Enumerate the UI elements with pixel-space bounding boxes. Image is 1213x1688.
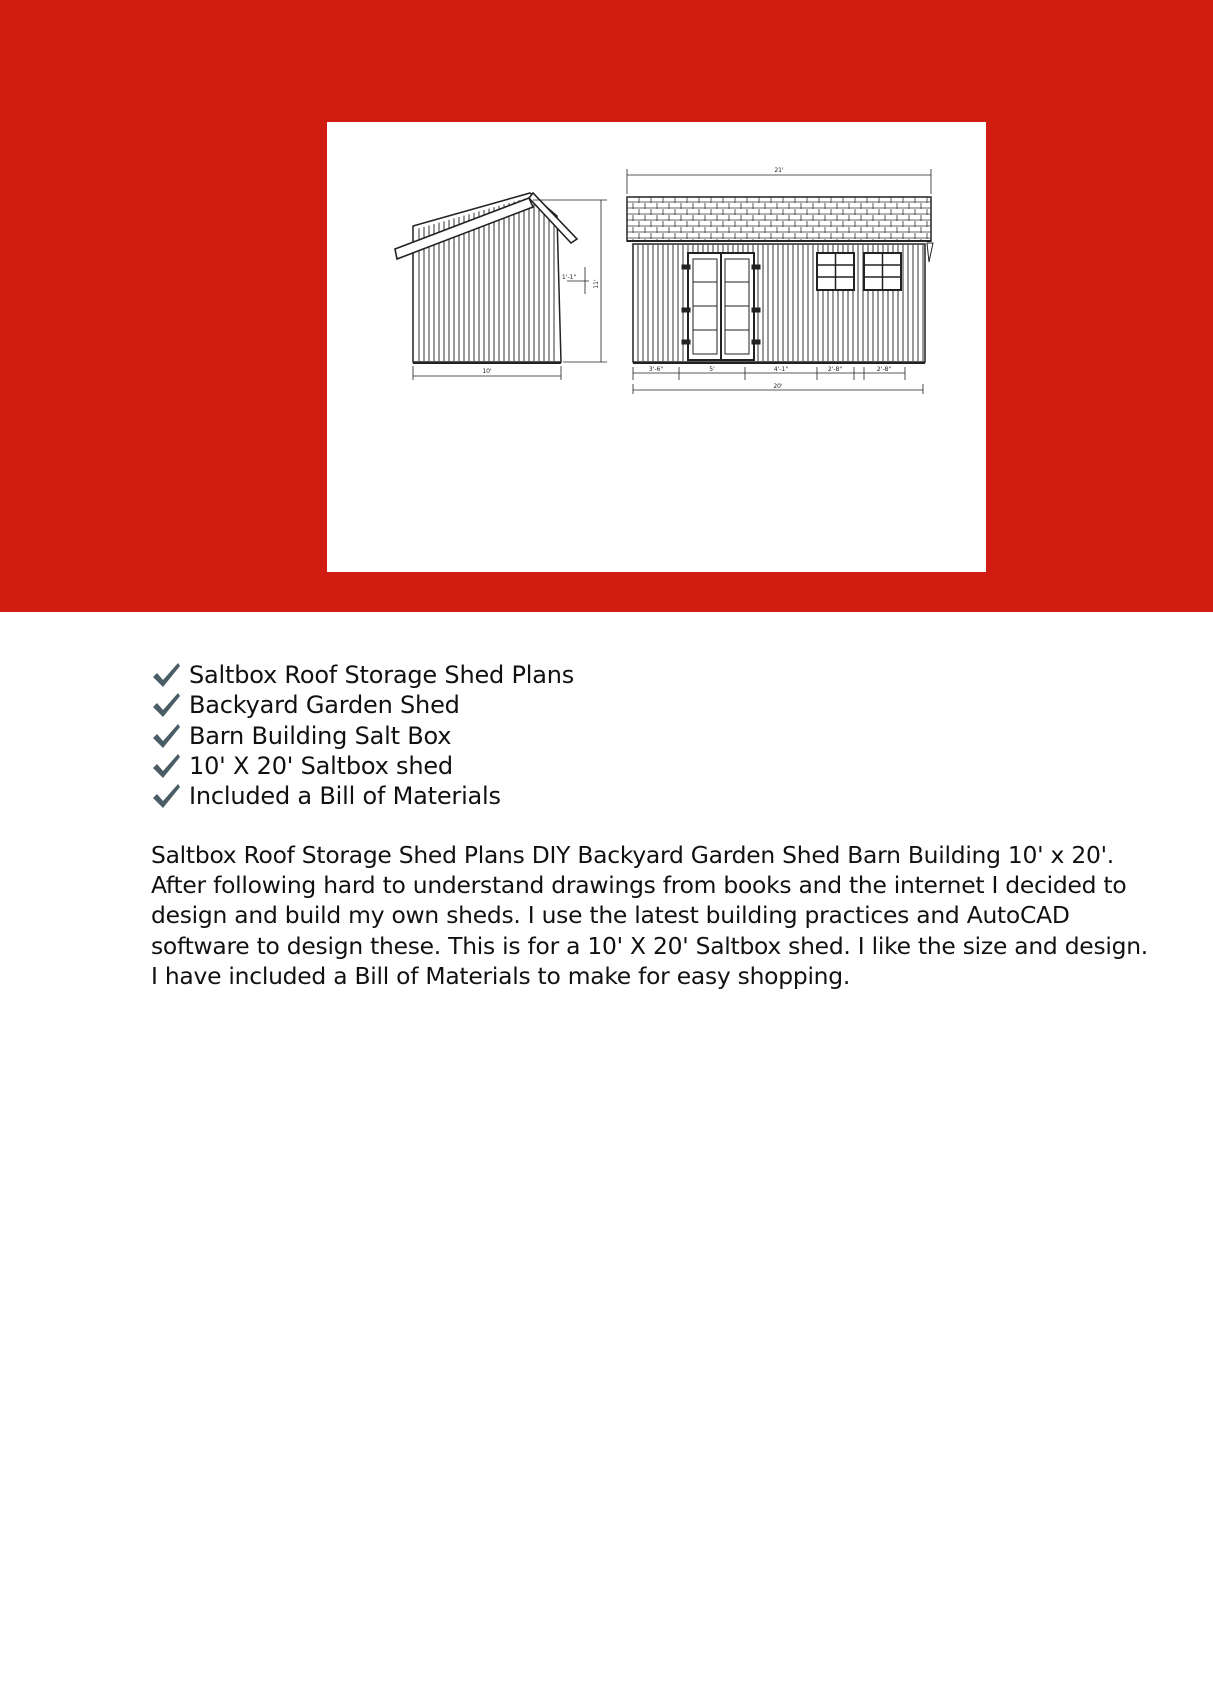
front-bottom-width-label: 20' xyxy=(773,383,783,390)
feature-item xyxy=(151,660,574,690)
feature-list xyxy=(151,660,574,811)
check-mark-icon xyxy=(151,722,181,750)
description-paragraph: Saltbox Roof Storage Shed Plans DIY Backyard Garden Shed Barn Building 10' x 20'. After following hard to understand drawings from books and the internet I decided to design and build my own sheds. I use the latest building practices and AutoCAD software to design these. This is for a 10' X 20' Saltbox shed. I like the size and design. I have included a Bill of Materials to make for easy shopping. xyxy=(151,841,1148,990)
front-elevation-view xyxy=(627,169,933,394)
side-width-label: 10' xyxy=(482,368,492,375)
shed-drawing-card xyxy=(327,122,986,572)
segment-label-1: 3'-6" xyxy=(648,366,664,373)
feature-item xyxy=(151,721,574,751)
check-mark-icon xyxy=(151,752,181,780)
side-elevation-view xyxy=(395,193,607,380)
segment-label-4: 2'-8" xyxy=(827,366,843,373)
feature-label: Saltbox Roof Storage Shed Plans xyxy=(189,661,575,690)
segment-label-5: 2'-8" xyxy=(876,366,892,373)
feature-label: 10' X 20' Saltbox shed xyxy=(189,752,453,781)
front-top-width-label: 21' xyxy=(774,167,784,174)
feature-label: Backyard Garden Shed xyxy=(189,691,460,720)
shed-elevation-drawing xyxy=(327,122,986,572)
side-total-height-label: 11' xyxy=(593,279,600,289)
check-mark-icon xyxy=(151,661,181,689)
segment-label-2: 5' xyxy=(709,366,715,373)
feature-label: Barn Building Salt Box xyxy=(189,721,452,750)
feature-item xyxy=(151,781,574,811)
feature-item xyxy=(151,690,574,720)
side-wall-height-label: 1'-1" xyxy=(561,274,577,281)
check-mark-icon xyxy=(151,691,181,719)
feature-item xyxy=(151,751,574,781)
segment-label-3: 4'-1" xyxy=(773,366,789,373)
hero-banner xyxy=(0,0,1213,612)
feature-label: Included a Bill of Materials xyxy=(189,782,501,811)
check-mark-icon xyxy=(151,782,181,810)
